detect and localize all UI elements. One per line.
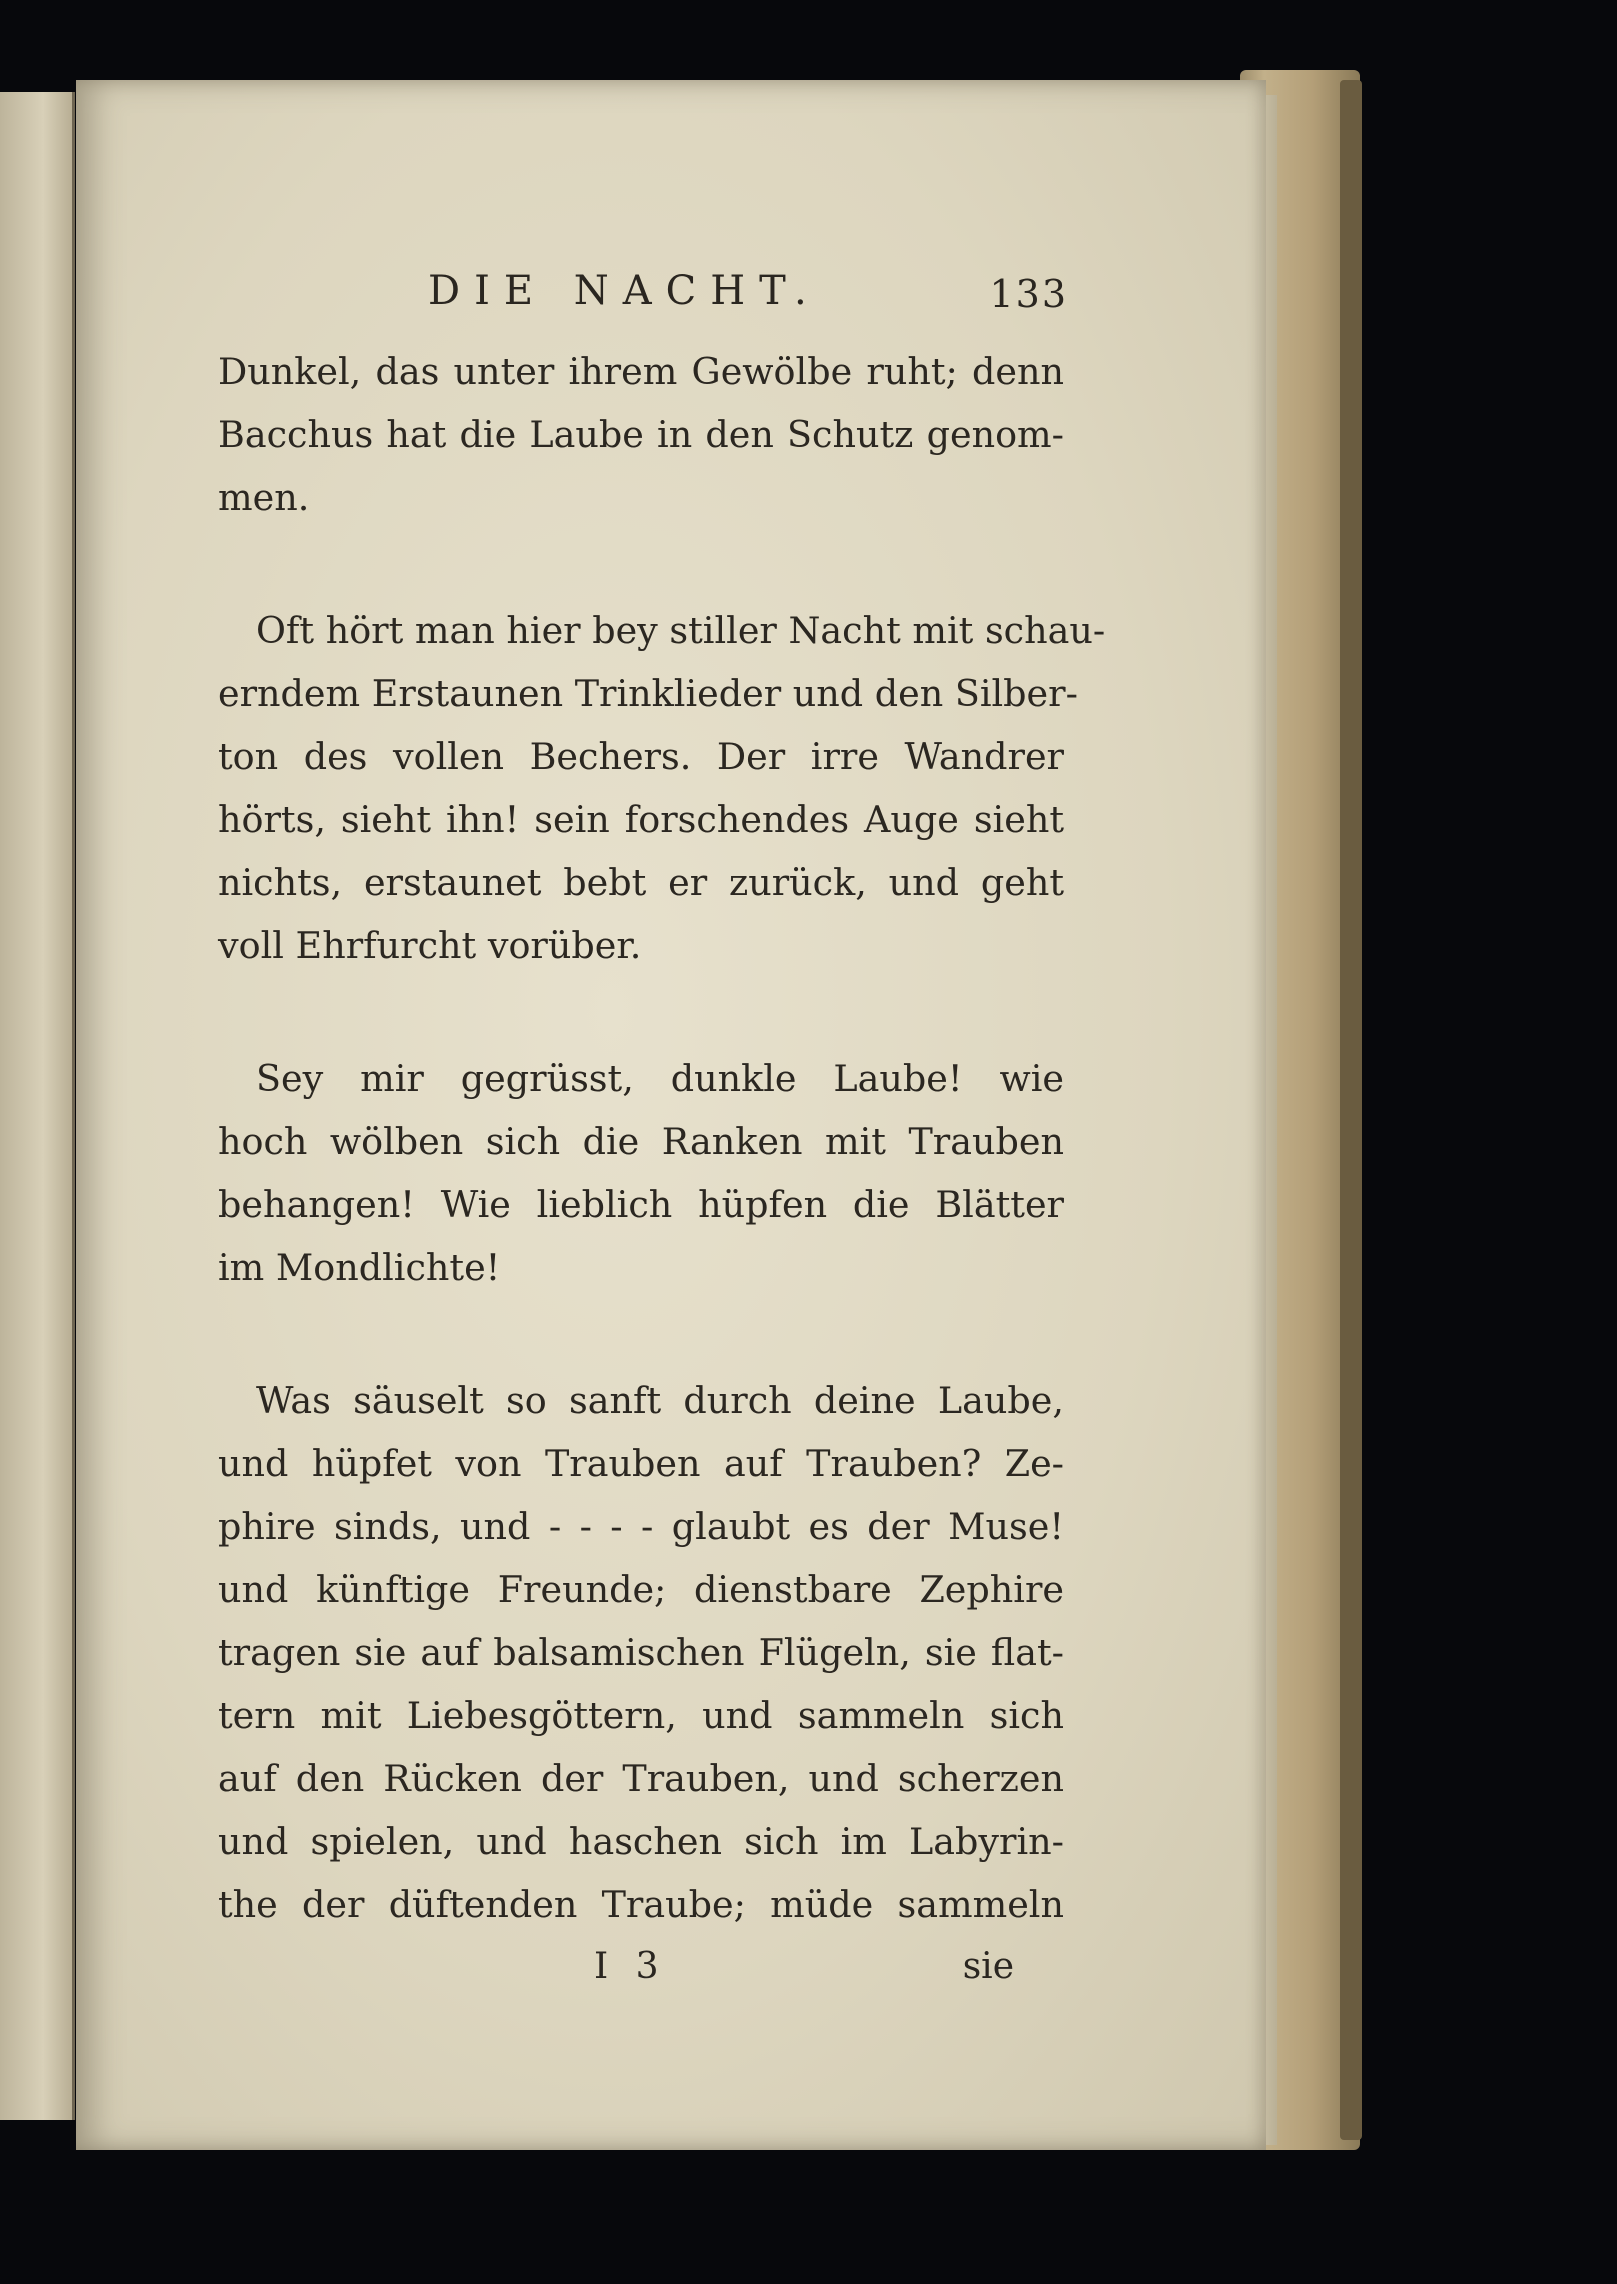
text-line: und spielen, und haschen sich im Labyrin-	[218, 1820, 1064, 1863]
text-line: nichts, erstaunet bebt er zurück, und geht	[218, 861, 1064, 904]
paragraph-gap	[218, 529, 1064, 599]
text-line: Bacchus hat die Laube in den Schutz genom-	[218, 413, 1064, 456]
text-line: Oft hört man hier bey stiller Nacht mit schau-	[256, 609, 1106, 652]
paragraph-2	[218, 599, 1106, 977]
text-line: und künftige Freunde; dienstbare Zephire	[218, 1568, 1064, 1611]
text-line: und hüpfet von Trauben auf Trauben? Ze-	[218, 1442, 1064, 1485]
text-line: tern mit Liebesgöttern, und sammeln sich	[218, 1694, 1064, 1737]
paragraph-gap	[218, 1299, 1064, 1369]
text-line: im Mondlichte!	[218, 1246, 501, 1289]
paragraph-gap	[218, 977, 1064, 1047]
text-line: hörts, sieht ihn! sein forschendes Auge sieht	[218, 798, 1064, 841]
catchword: sie	[962, 1946, 1014, 1987]
body-text	[218, 340, 1106, 1936]
text-line: auf den Rücken der Trauben, und scherzen	[218, 1757, 1064, 1800]
text-line: behangen! Wie lieblich hüpfen die Blätter	[218, 1183, 1064, 1226]
previous-page-edge	[0, 92, 75, 2120]
text-line: voll Ehrfurcht vorüber.	[218, 924, 642, 967]
text-line: tragen sie auf balsamischen Flügeln, sie flat-	[218, 1631, 1064, 1674]
text-line: Dunkel, das unter ihrem Gewölbe ruht; denn	[218, 350, 1064, 393]
paragraph-1	[218, 340, 1064, 529]
page-header	[428, 268, 1068, 328]
text-line: hoch wölben sich die Ranken mit Trauben	[218, 1120, 1064, 1163]
paragraph-4	[218, 1369, 1064, 1936]
running-title: DIE NACHT.	[428, 268, 821, 314]
book-cover-edge	[1340, 80, 1362, 2140]
text-line: men.	[218, 476, 310, 519]
text-line: the der düftenden Traube; müde sammeln	[218, 1883, 1064, 1926]
signature-mark: I 3	[594, 1946, 667, 1987]
text-line: ton des vollen Bechers. Der irre Wandrer	[218, 735, 1064, 778]
text-line: phire sinds, und - - - - glaubt es der Muse!	[218, 1505, 1064, 1548]
text-line: Was säuselt so sanft durch deine Laube,	[256, 1379, 1064, 1422]
text-line: Sey mir gegrüsst, dunkle Laube! wie	[256, 1057, 1064, 1100]
page-number: 133	[989, 272, 1068, 316]
paragraph-3	[218, 1047, 1064, 1299]
text-line: erndem Erstaunen Trinklieder und den Silber-	[218, 672, 1078, 715]
page-footer	[594, 1946, 1014, 2006]
